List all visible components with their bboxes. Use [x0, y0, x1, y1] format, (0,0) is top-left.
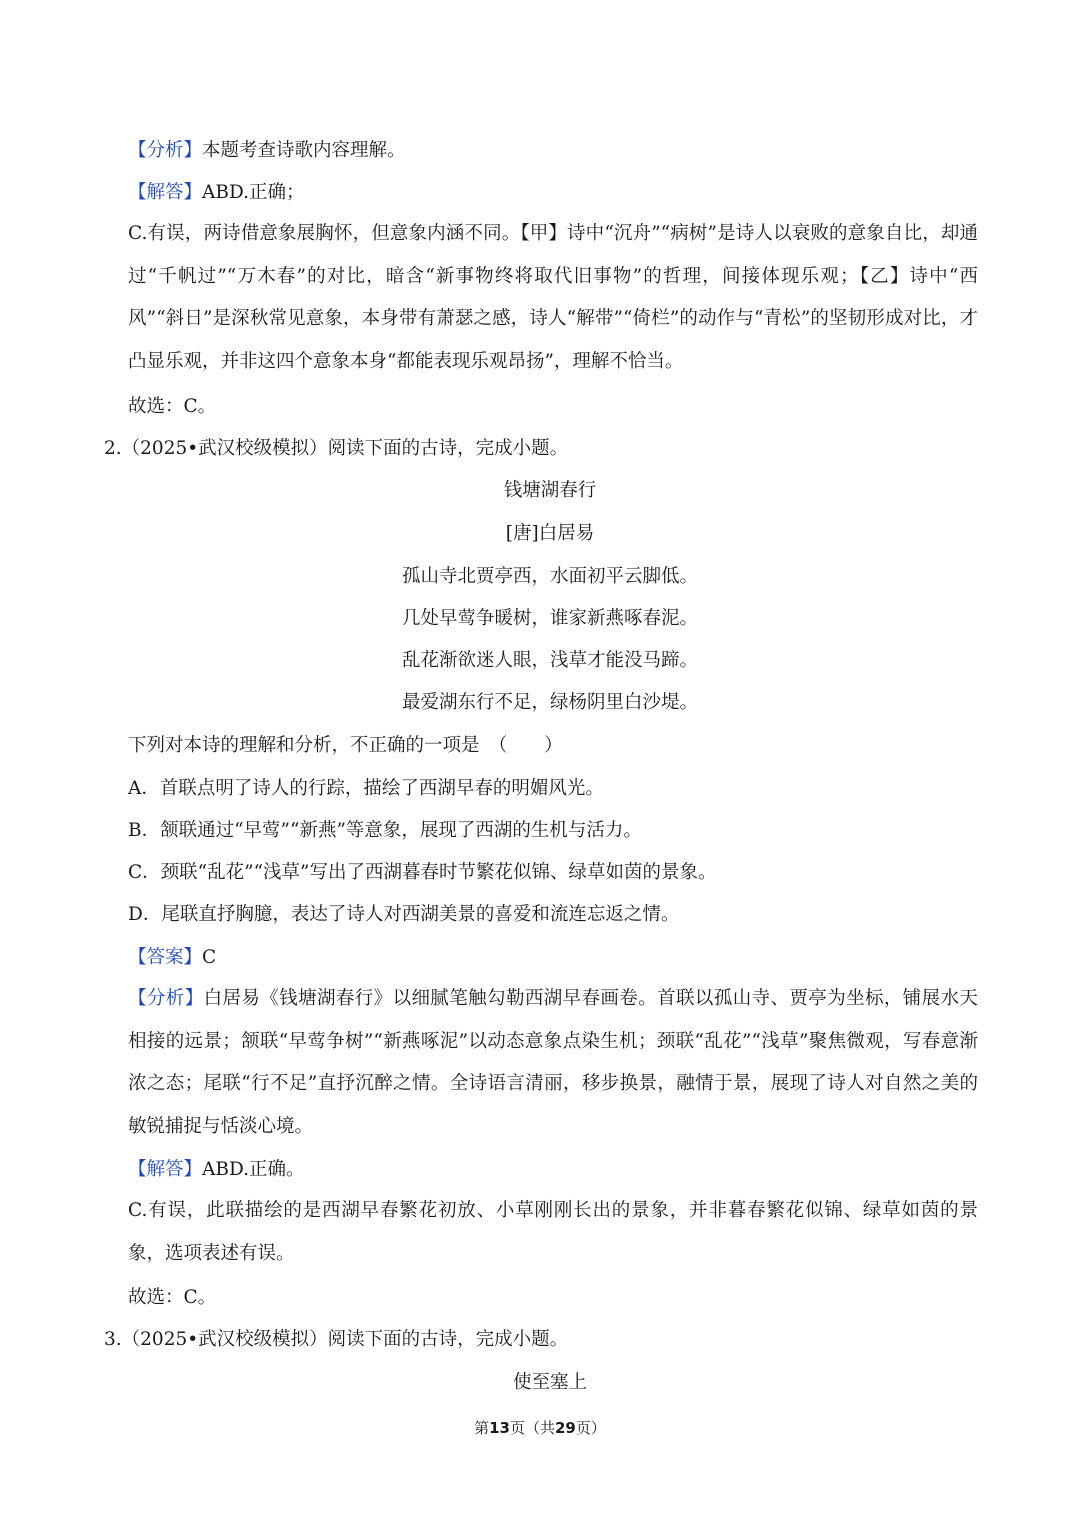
analysis-text: 本题考查诗歌内容理解。: [202, 140, 406, 161]
q2-poem-title: 钱塘湖春行: [503, 480, 597, 501]
total-pages: 29: [555, 1419, 576, 1437]
q2-stem: 2.（2025•武汉校级模拟）阅读下面的古诗，完成小题。: [104, 438, 569, 459]
q2-choice: 故选：C。: [128, 1287, 217, 1308]
q2-option: D．尾联直抒胸臆，表达了诗人对西湖美景的喜爱和流连忘返之情。: [128, 904, 680, 925]
analysis-text: 白居易《钱塘湖春行》以细腻笔触勾勒西湖早春画卷。首联以孤山寺、贾亭为坐标，铺展水天相接的远景；颔联“早莺争树”“新燕啄泥”以动态意象点染生机；颈联“乱花”“浅草”聚焦微观，写春意渐浓之态；尾联“行不足”直抒沉醉之情。全诗语言清丽，移步换景，融情于景，展现了诗人对自然之美的敏锐捕捉与恬淡心境。: [128, 988, 978, 1137]
q2-option: C．颈联“乱花”“浅草”写出了西湖暮春时节繁花似锦、绿草如茵的景象。: [128, 862, 717, 883]
q2-poem-line: 孤山寺北贾亭西，水面初平云脚低。: [401, 566, 698, 587]
q2-poem-line: 乱花渐欲迷人眼，浅草才能没马蹄。: [401, 650, 698, 671]
answer-text: ABD.正确。: [202, 1159, 305, 1180]
q2-key: [128, 945, 216, 971]
q1-detail: C.有误，两诗借意象展胸怀，但意象内涵不同。【甲】诗中“沉舟”“病树”是诗人以衰败的意象自比，却通过“千帆过”“万木春”的对比，暗含“新事物终将取代旧事物”的哲理，间接体现乐观；【乙】诗中“西风”“斜日”是深秋常见意象，本身带有萧瑟之感，诗人“解带”“倚栏”的动作与“青松”的坚韧形成对比，才凸显乐观，并非这四个意象本身“都能表现乐观昂扬”，理解不恰当。: [128, 223, 978, 372]
q2-analysis: [128, 978, 978, 1148]
q3-stem: 3.（2025•武汉校级模拟）阅读下面的古诗，完成小题。: [104, 1329, 569, 1350]
analysis-tag: 【分析】: [128, 140, 203, 161]
q2-poem-author: [唐]白居易: [505, 523, 595, 544]
q1-analysis: [128, 138, 406, 164]
q1-answer: [128, 180, 305, 206]
answer-text: ABD.正确；: [202, 182, 305, 203]
footer-middle: 页（共: [509, 1419, 555, 1437]
footer-suffix: 页）: [575, 1419, 606, 1437]
q2-detail: C.有误，此联描绘的是西湖早春繁花初放、小草刚刚长出的景象，并非暮春繁花似锦、绿草如茵的景象，选项表述有误。: [128, 1200, 978, 1264]
key-text: C: [202, 947, 217, 968]
answer-tag: 【解答】: [128, 1159, 203, 1180]
q2-question: 下列对本诗的理解和分析，不正确的一项是 （ ）: [128, 735, 563, 756]
key-tag: 【答案】: [128, 947, 203, 968]
q2-answer: [128, 1157, 305, 1183]
q1-choice: 故选：C。: [128, 396, 217, 417]
q2-poem-line: 最爱湖东行不足，绿杨阴里白沙堤。: [401, 692, 698, 713]
footer-prefix: 第: [474, 1419, 490, 1437]
answer-tag: 【解答】: [128, 182, 203, 203]
analysis-tag: 【分析】: [128, 988, 204, 1009]
q2-option: B．颔联通过“早莺”“新燕”等意象，展现了西湖的生机与活力。: [128, 820, 642, 841]
q2-poem-line: 几处早莺争暖树，谁家新燕啄春泥。: [401, 608, 698, 629]
page-footer: [0, 1417, 1080, 1438]
page-number: 13: [489, 1419, 510, 1437]
q3-poem-title: 使至塞上: [512, 1372, 587, 1393]
q2-option: A．首联点明了诗人的行踪，描绘了西湖早春的明媚风光。: [128, 778, 604, 799]
